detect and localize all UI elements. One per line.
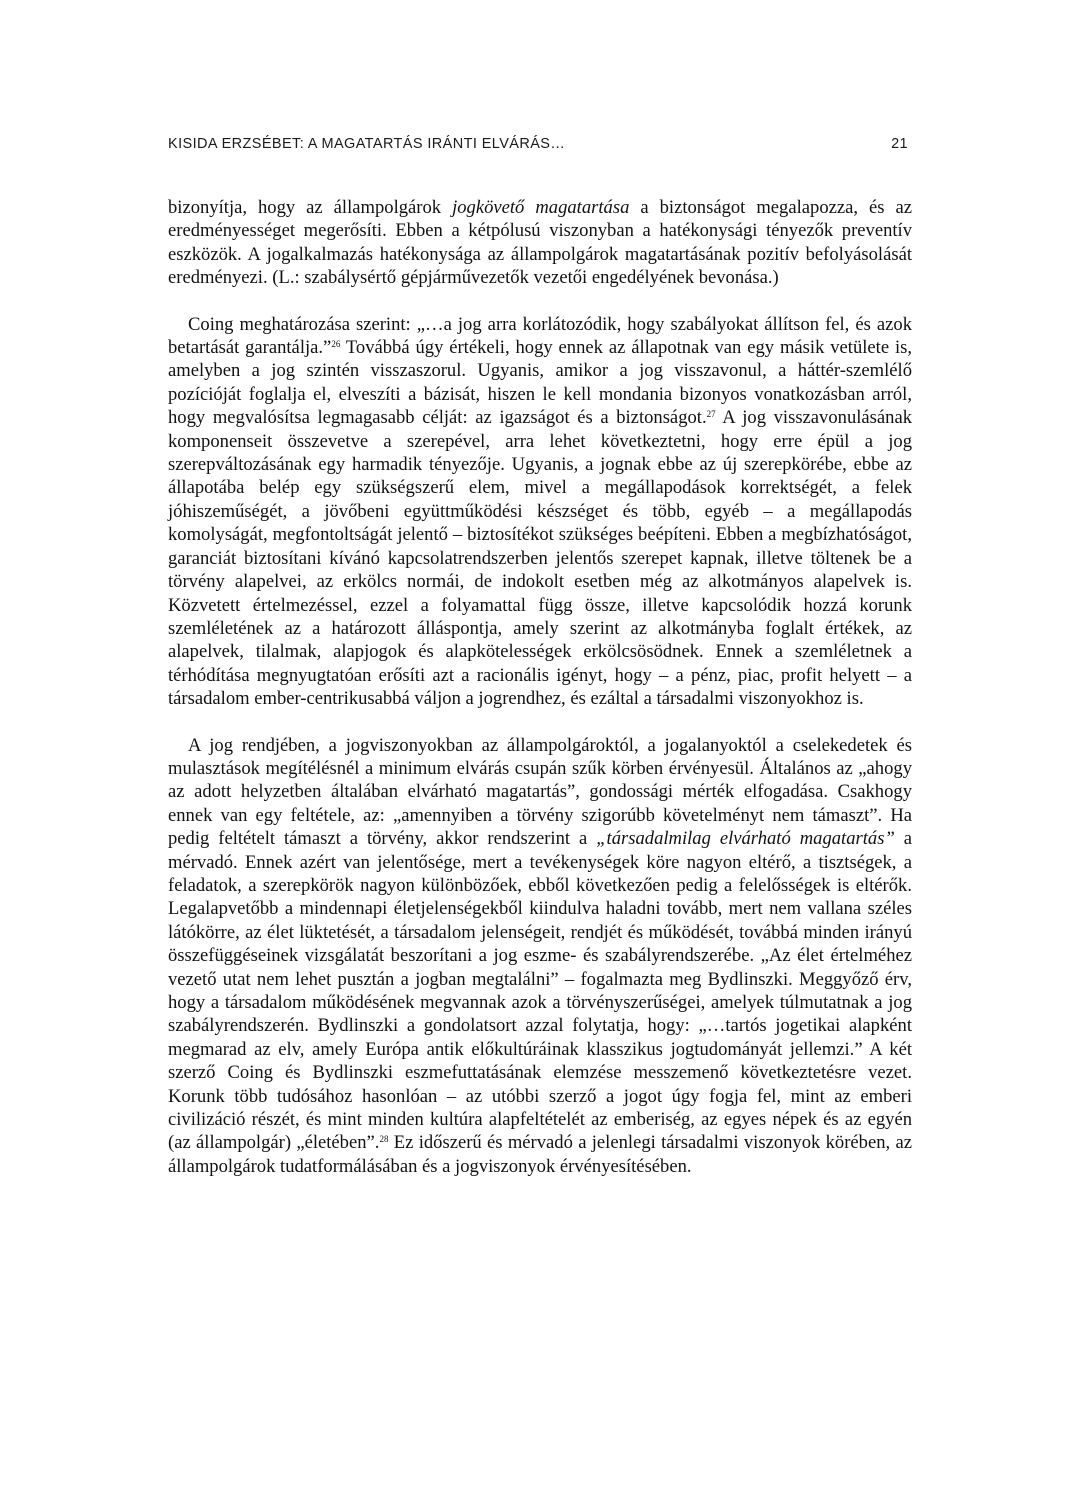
body-text xyxy=(168,196,912,1178)
p1-text-a: bizonyítja, hogy az állampolgárok xyxy=(168,197,453,218)
paragraph-1 xyxy=(168,196,912,290)
paragraph-2 xyxy=(168,313,912,711)
p2-text-a: Coing meghatározása szerint: „…a jog arra korlátozódik, hogy szabályokat állítson fel, és azok betartását garantálja.” xyxy=(168,313,912,359)
running-header xyxy=(168,136,908,152)
p3-text-a: A jog rendjében, a jogviszonyokban az állampolgároktól, a jogalanyoktól a cselekedetek és mulasztások megítélésnél a minimum elvárás csupán szűk körben érvényesül. Általános az „ahogy az adott helyzetben általában elvárható magatartás”, gondossági mérték elfogadása. Csakhogy ennek van egy feltétele, az: „amennyiben a törvény szigorúbb követelményt nem támaszt”. Ha pedig feltételt támaszt a törvény, akkor rendszerint a xyxy=(168,734,912,850)
footnote-ref-26[interactable]: 26 xyxy=(331,339,341,350)
footnote-ref-28[interactable]: 28 xyxy=(379,1134,389,1145)
p1-emphasis: jogkövető magatartása xyxy=(452,197,630,218)
p3-text-b: a mérvadó. Ennek azért van jelentősége, mert a tevékenységek köre nagyon eltérő, a tisztségek, a feladatok, a szerepkörök nagyon különbözőek, ebből következően pedig a felelősségek is eltérők. Legalapvetőbb a mindennapi életjelenségekből kiindulva haladni tovább, mert nem vallana széles látókörre, az élet lüktetését, a társadalom jelenségeit, rendjét és működését, továbbá minden irányú összefüggéseinek vizsgálatát beszorítani a jog eszme- és szabályrendszerébe. „Az élet értelméhez vezető utat nem lehet pusztán a jogban megtalálni” – fogalmazta meg Bydlinszki. Meggyőző érv, hogy a társadalom működésének megvannak azok a törvényszerűségei, amelyek túlmutatnak a jog szabályrendszerén. Bydlinszki a gondolatsort azzal folytatja, hogy: „…tartós jogetikai alapként megmarad az elv, amely Európa antik előkultúráinak klasszikus jogtudományát jellemzi.” A két szerző Coing és Bydlinszki eszmefuttatásának elemzése messzemenő következtetésre vezet. Korunk több tudósához hasonlóan – az utóbbi szerző a jogot úgy fogja fel, mint az emberi civilizáció részét, és mint minden kultúra alapfeltételét az emberiség, az egyes népek és az egyén (az állampolgár) „életében”. xyxy=(168,828,912,1154)
p3-text-c: Ez időszerű és mérvadó a jelenlegi társadalmi viszonyok körében, az állampolgárok tudatformálásában és a jogviszonyok érvényesítésében. xyxy=(168,1132,912,1177)
paragraph-3 xyxy=(168,734,912,1179)
p2-text-b: Továbbá úgy értékeli, hogy ennek az állapotnak van egy másik vetülete is, amelyben a jog szintén visszaszorul. Ugyanis, amikor a jog visszavonul, a háttér-szemlélő pozícióját foglalja el, elveszíti a bázisát, hiszen le kell mondania bizonyos vonatkozásban arról, hogy megvalósítsa legmagasabb célját: az igazságot és a biztonságot. xyxy=(168,337,913,429)
page-number: 21 xyxy=(891,136,908,152)
p1-text-b: a biztonságot megalapozza, és az eredményességet megerősíti. Ebben a kétpólusú viszonyban a hatékonysági tényezők preventív eszközök. A jogalkalmazás hatékonysága az állampolgárok magatartásának pozitív befolyásolását eredményezi. (L.: szabálysértő gépjárművezetők vezetői engedélyének bevonása.) xyxy=(168,197,912,289)
p3-emphasis: „társadalmilag elvárható magatartás” xyxy=(596,828,895,850)
running-title: KISIDA ERZSÉBET: A MAGATARTÁS IRÁNTI ELVÁRÁS… xyxy=(168,136,566,152)
p2-text-c: A jog visszavonulásának komponenseit összevetve a szerepével, arra lehet következtetni, hogy erre épül a jog szerepváltozásának egy harmadik tényezője. Ugyanis, a jognak ebbe az új szerepkörébe, ebbe az állapotába belép egy szükségszerű elem, mivel a megállapodások korrektségét, a felek jóhiszeműségét, a jövőbeni együttműködési készséget és több, egyéb – a megállapodás komolyságát, megfontoltságát jelentő – biztosítékot szükséges beépíteni. Ebben a megbízhatóságot, garanciát biztosítani kívánó kapcsolatrendszerben jelentős szerepet kapnak, illetve töltenek be a törvény alapelvei, az erkölcs normái, de indokolt esetben még az alkotmányos alapelvek is. Közvetett értelmezéssel, ezzel a folyamattal függ össze, illetve kapcsolódik hozzá korunk szemléletének az a határozott álláspontja, amely szerint az alkotmányba foglalt értékek, az alapelvek, tilalmak, alapjogok és alapkötelességek erkölcsösödnek. Ennek a szemléletnek a térhódítása megnyugtatóan erősíti azt a racionális igényt, hogy – a pénz, piac, profit helyett – a társadalom ember-centrikusabbá váljon a jogrendhez, és ezáltal a társadalmi viszonyokhoz is. xyxy=(168,407,913,710)
footnote-ref-27[interactable]: 27 xyxy=(706,409,716,420)
